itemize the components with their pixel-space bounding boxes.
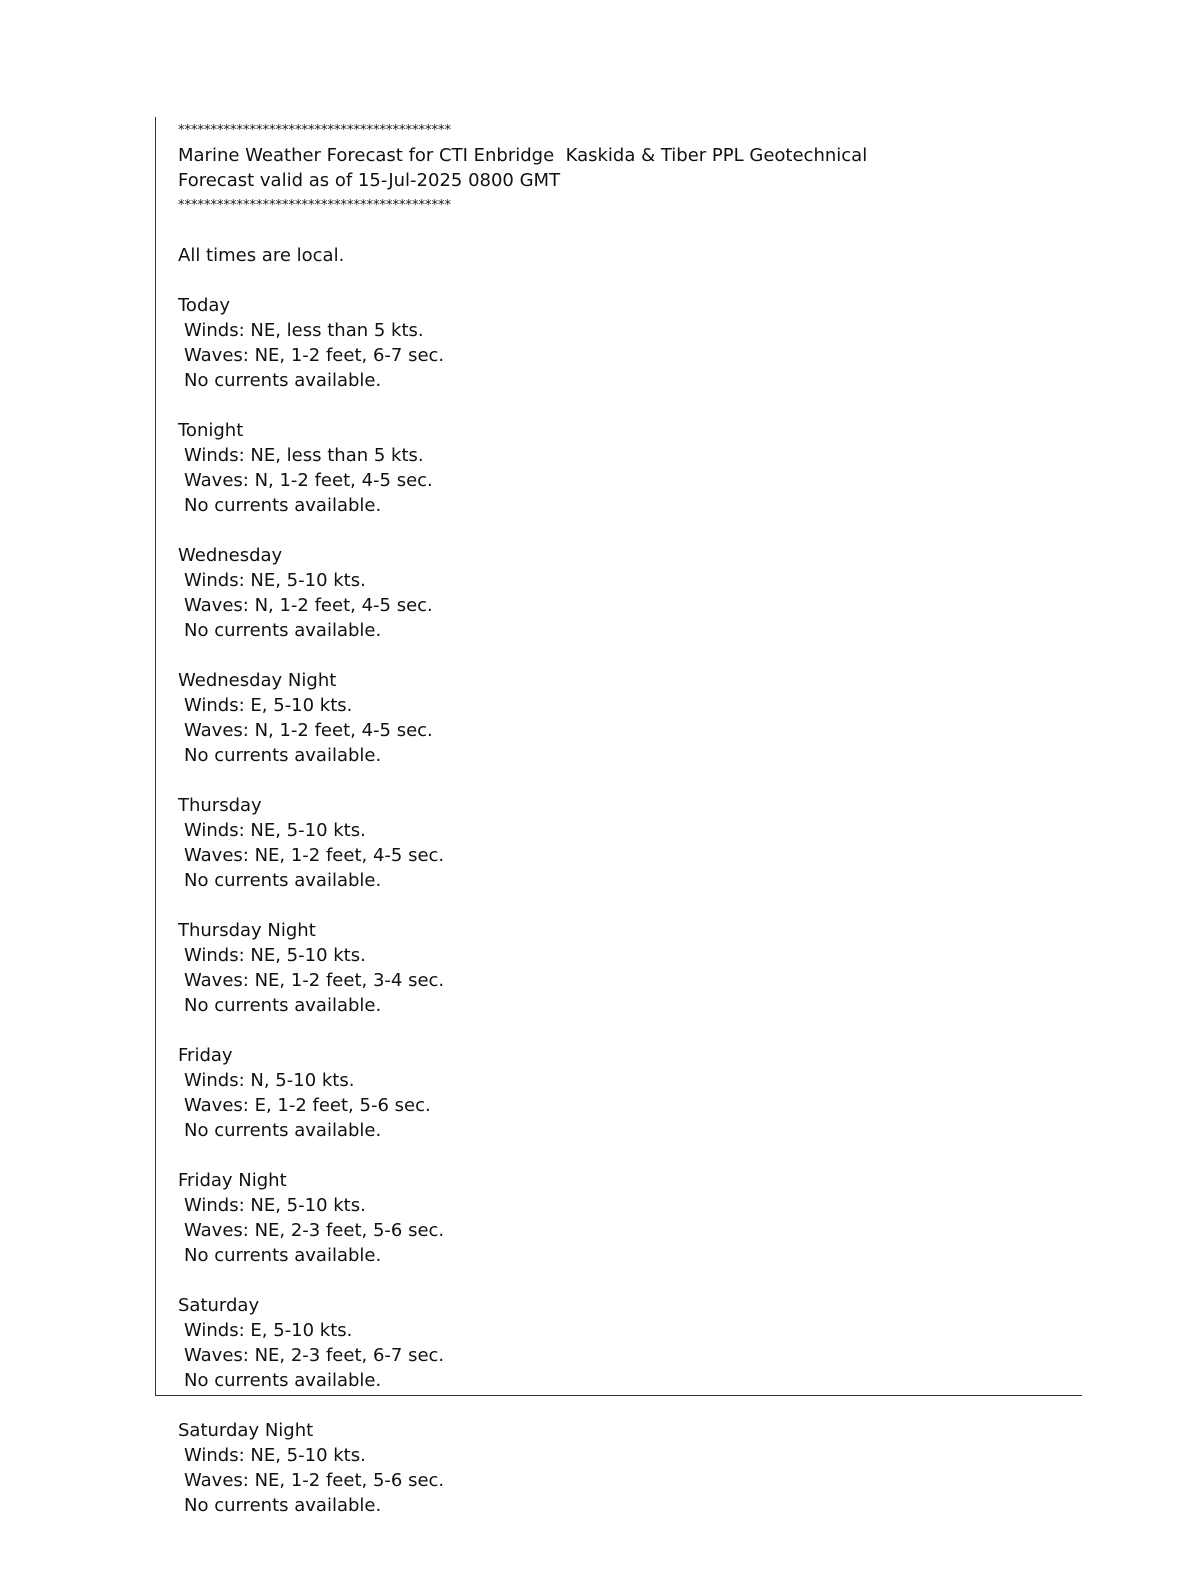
period-thursday [178, 793, 1058, 893]
period-currents: No currents available. [184, 370, 382, 391]
period-tonight [178, 418, 1058, 518]
period-name: Thursday Night [178, 920, 316, 941]
period-currents: No currents available. [184, 1120, 382, 1141]
period-winds: Winds: NE, less than 5 kts. [184, 320, 424, 341]
period-waves: Waves: N, 1-2 feet, 4-5 sec. [184, 720, 433, 741]
period-waves: Waves: NE, 2-3 feet, 5-6 sec. [184, 1220, 445, 1241]
header-stars-bottom: ****************************************** [178, 198, 451, 213]
header-stars-top: ****************************************** [178, 123, 451, 138]
period-name: Friday [178, 1045, 233, 1066]
period-winds: Winds: NE, 5-10 kts. [184, 1445, 366, 1466]
period-name: Friday Night [178, 1170, 287, 1191]
forecast-document [178, 118, 1058, 1518]
period-currents: No currents available. [184, 1495, 382, 1516]
period-currents: No currents available. [184, 745, 382, 766]
period-friday [178, 1043, 1058, 1143]
period-name: Saturday Night [178, 1420, 314, 1441]
period-currents: No currents available. [184, 995, 382, 1016]
period-name: Wednesday Night [178, 670, 337, 691]
period-currents: No currents available. [184, 495, 382, 516]
period-currents: No currents available. [184, 620, 382, 641]
frame-left-border [155, 117, 156, 1396]
period-name: Saturday [178, 1295, 260, 1316]
period-winds: Winds: E, 5-10 kts. [184, 695, 353, 716]
period-waves: Waves: NE, 1-2 feet, 5-6 sec. [184, 1470, 445, 1491]
period-winds: Winds: NE, 5-10 kts. [184, 820, 366, 841]
period-waves: Waves: N, 1-2 feet, 4-5 sec. [184, 470, 433, 491]
period-winds: Winds: NE, 5-10 kts. [184, 1195, 366, 1216]
period-waves: Waves: NE, 2-3 feet, 6-7 sec. [184, 1345, 445, 1366]
period-today [178, 293, 1058, 393]
period-name: Today [178, 295, 231, 316]
period-currents: No currents available. [184, 870, 382, 891]
spacer [178, 218, 1058, 243]
period-waves: Waves: NE, 1-2 feet, 6-7 sec. [184, 345, 445, 366]
period-thursday-night [178, 918, 1058, 1018]
period-winds: Winds: NE, 5-10 kts. [184, 570, 366, 591]
period-name: Thursday [178, 795, 262, 816]
period-winds: Winds: NE, less than 5 kts. [184, 445, 424, 466]
period-name: Wednesday [178, 545, 283, 566]
period-currents: No currents available. [184, 1245, 382, 1266]
period-name: Tonight [178, 420, 244, 441]
period-winds: Winds: E, 5-10 kts. [184, 1320, 353, 1341]
period-friday-night [178, 1168, 1058, 1268]
period-waves: Waves: E, 1-2 feet, 5-6 sec. [184, 1095, 431, 1116]
period-saturday-night [178, 1418, 1058, 1518]
times-note: All times are local. [178, 245, 345, 266]
period-waves: Waves: NE, 1-2 feet, 3-4 sec. [184, 970, 445, 991]
period-waves: Waves: NE, 1-2 feet, 4-5 sec. [184, 845, 445, 866]
period-waves: Waves: N, 1-2 feet, 4-5 sec. [184, 595, 433, 616]
forecast-title: Marine Weather Forecast for CTI Enbridge Kaskida & Tiber PPL Geotechnical [178, 145, 868, 166]
period-wednesday [178, 543, 1058, 643]
period-currents: No currents available. [184, 1370, 382, 1391]
period-winds: Winds: N, 5-10 kts. [184, 1070, 355, 1091]
period-saturday [178, 1293, 1058, 1393]
forecast-valid-time: Forecast valid as of 15-Jul-2025 0800 GMT [178, 170, 561, 191]
period-wednesday-night [178, 668, 1058, 768]
period-winds: Winds: NE, 5-10 kts. [184, 945, 366, 966]
